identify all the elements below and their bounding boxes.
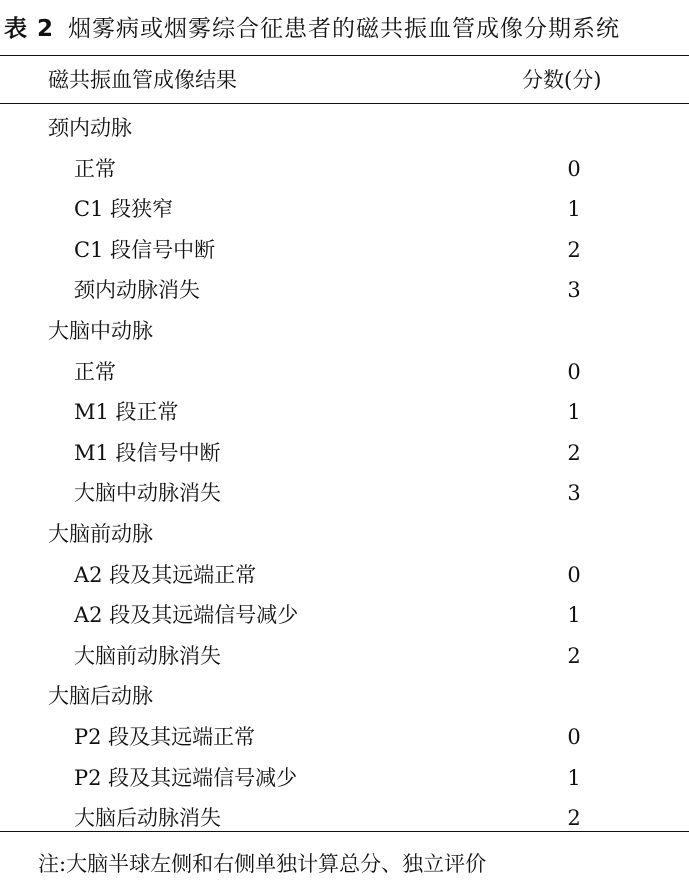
- table-row: [0, 392, 689, 433]
- row-score: 2: [567, 237, 581, 262]
- row-score: 3: [567, 481, 581, 506]
- row-name: 大脑前动脉消失: [74, 643, 221, 668]
- group-row: [0, 311, 689, 352]
- row-name: C1 段信号中断: [74, 237, 216, 262]
- table-number: 表 2: [4, 16, 55, 42]
- group-name: 大脑前动脉: [48, 521, 153, 546]
- top-rule: [0, 55, 689, 56]
- table-caption: 烟雾病或烟雾综合征患者的磁共振血管成像分期系统: [68, 16, 621, 42]
- row-score: 0: [567, 156, 581, 181]
- row-name: M1 段信号中断: [74, 440, 221, 465]
- table-row: [0, 270, 689, 311]
- group-name: 颈内动脉: [48, 116, 132, 140]
- table-row: [0, 149, 689, 190]
- row-score: 2: [567, 643, 581, 668]
- row-score: 2: [567, 806, 581, 831]
- row-score: 1: [567, 765, 581, 790]
- row-name: M1 段正常: [74, 400, 179, 425]
- group-row: [0, 514, 689, 555]
- group-name: 大脑后动脉: [48, 684, 153, 709]
- table-note: 注:大脑半球左侧和右侧单独计算总分、独立评价: [38, 852, 487, 876]
- row-name: 大脑中动脉消失: [74, 481, 221, 506]
- header-rule: [0, 103, 689, 104]
- row-name: C1 段狭窄: [74, 197, 174, 222]
- header-result: 磁共振血管成像结果: [48, 68, 237, 92]
- row-name: 正常: [74, 359, 116, 384]
- row-score: 0: [567, 724, 581, 749]
- row-score: 0: [567, 562, 581, 587]
- row-name: 正常: [74, 156, 116, 181]
- row-name: 颈内动脉消失: [74, 278, 200, 303]
- row-score: 1: [567, 603, 581, 628]
- table-row: [0, 595, 689, 636]
- row-score: 1: [567, 400, 581, 425]
- row-name: P2 段及其远端正常: [74, 724, 256, 749]
- row-score: 0: [567, 359, 581, 384]
- table-row: [0, 189, 689, 230]
- table-body: [0, 108, 689, 839]
- group-row: [0, 108, 689, 149]
- table-row: [0, 230, 689, 271]
- row-name: A2 段及其远端正常: [74, 562, 257, 587]
- table-row: [0, 433, 689, 474]
- group-row: [0, 676, 689, 717]
- row-score: 3: [567, 278, 581, 303]
- row-name: A2 段及其远端信号减少: [74, 603, 299, 628]
- table-row: [0, 717, 689, 758]
- group-name: 大脑中动脉: [48, 318, 153, 343]
- header-score: 分数(分): [522, 68, 602, 92]
- table-row: [0, 555, 689, 596]
- row-score: 1: [567, 197, 581, 222]
- table-title: [4, 10, 620, 43]
- row-score: 2: [567, 440, 581, 465]
- row-name: 大脑后动脉消失: [74, 806, 221, 831]
- table-header: [0, 64, 689, 98]
- table-row: [0, 352, 689, 393]
- table-row: [0, 758, 689, 799]
- table-row: [0, 798, 689, 839]
- table-row: [0, 636, 689, 677]
- row-name: P2 段及其远端信号减少: [74, 765, 298, 790]
- bottom-rule: [0, 831, 689, 832]
- table-row: [0, 473, 689, 514]
